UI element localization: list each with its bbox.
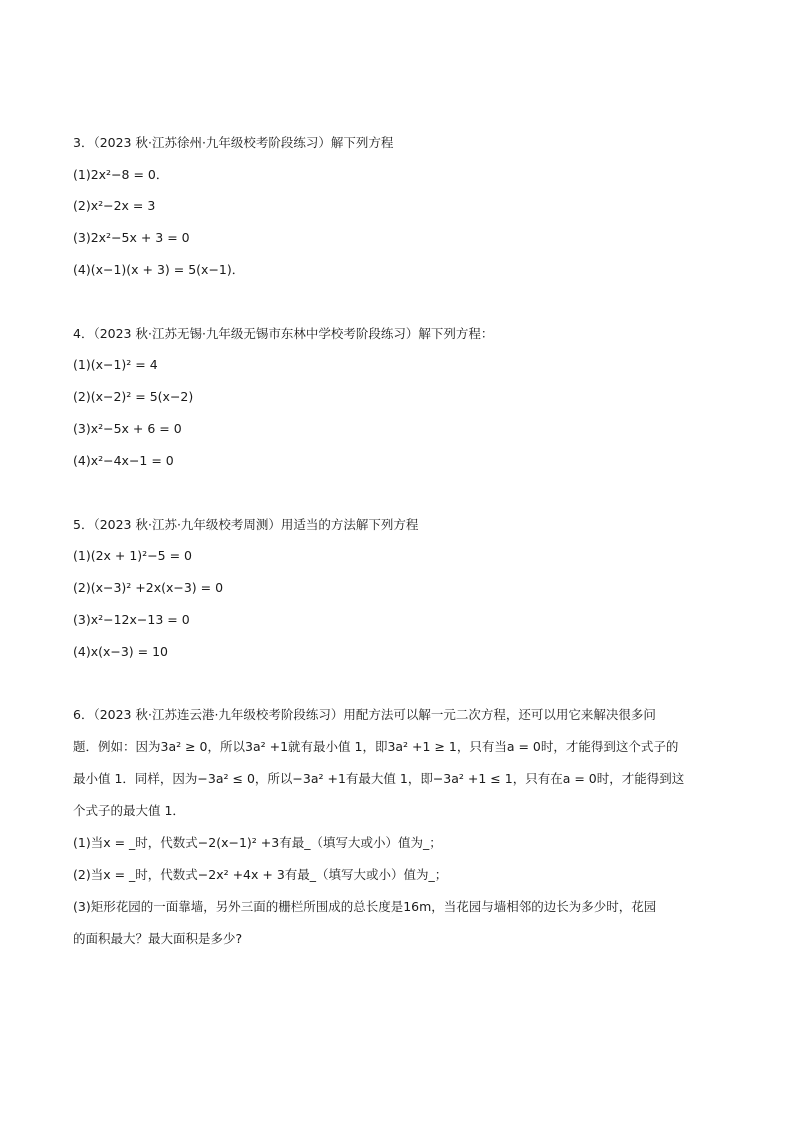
q6-part-3-cont: 的面积最大？最大面积是多少? (73, 931, 243, 946)
q3-item-2: (2)x²−2x = 3 (73, 198, 156, 213)
q3-item-4: (4)(x−1)(x + 3) = 5(x−1)． (73, 262, 245, 277)
q4-item-4: (4)x²−4x−1 = 0 (73, 453, 174, 468)
q3-heading: 3．（2023 秋·江苏徐州·九年级校考阶段练习）解下列方程 (73, 135, 394, 150)
q3-item-1: (1)2x²−8 = 0． (73, 167, 169, 182)
q5-item-1: (1)(2x + 1)²−5 = 0 (73, 548, 192, 563)
q6-part-3: (3)矩形花园的一面靠墙，另外三面的栅栏所围成的总长度是16m，当花园与墙相邻的边长为多少时，花园 (73, 899, 657, 914)
q6-line-1: 6．（2023 秋·江苏连云港·九年级校考阶段练习）用配方法可以解一元二次方程，还可以用它来解决很多问 (73, 707, 656, 722)
q6-line-2: 题．例如：因为3a² ≥ 0，所以3a² +1就有最小值 1，即3a² +1 ≥ 1，只有当a = 0时，才能得到这个式子的 (73, 739, 679, 754)
q4-item-3: (3)x²−5x + 6 = 0 (73, 421, 182, 436)
q5-heading: 5．（2023 秋·江苏·九年级校考周测）用适当的方法解下列方程 (73, 517, 419, 532)
q4-item-1: (1)(x−1)² = 4 (73, 357, 158, 372)
q5-item-4: (4)x(x−3) = 10 (73, 644, 169, 659)
q6-line-4: 个式子的最大值 1． (73, 803, 185, 818)
q5-item-2: (2)(x−3)² +2x(x−3) = 0 (73, 580, 224, 595)
q3-item-3: (3)2x²−5x + 3 = 0 (73, 230, 190, 245)
q6-line-3: 最小值 1．同样，因为−3a² ≤ 0，所以−3a² +1有最大值 1，即−3a² +1 ≤ 1，只有在a = 0时，才能得到这 (73, 771, 685, 786)
q6-part-2: (2)当x = _时，代数式−2x² +4x + 3有最_（填写大或小）值为_； (73, 867, 448, 882)
q5-item-3: (3)x²−12x−13 = 0 (73, 612, 190, 627)
q6-part-1: (1)当x = _时，代数式−2(x−1)² +3有最_（填写大或小）值为_； (73, 835, 442, 850)
q4-heading: 4．（2023 秋·江苏无锡·九年级无锡市东林中学校考阶段练习）解下列方程： (73, 326, 494, 341)
q4-item-2: (2)(x−2)² = 5(x−2) (73, 389, 194, 404)
